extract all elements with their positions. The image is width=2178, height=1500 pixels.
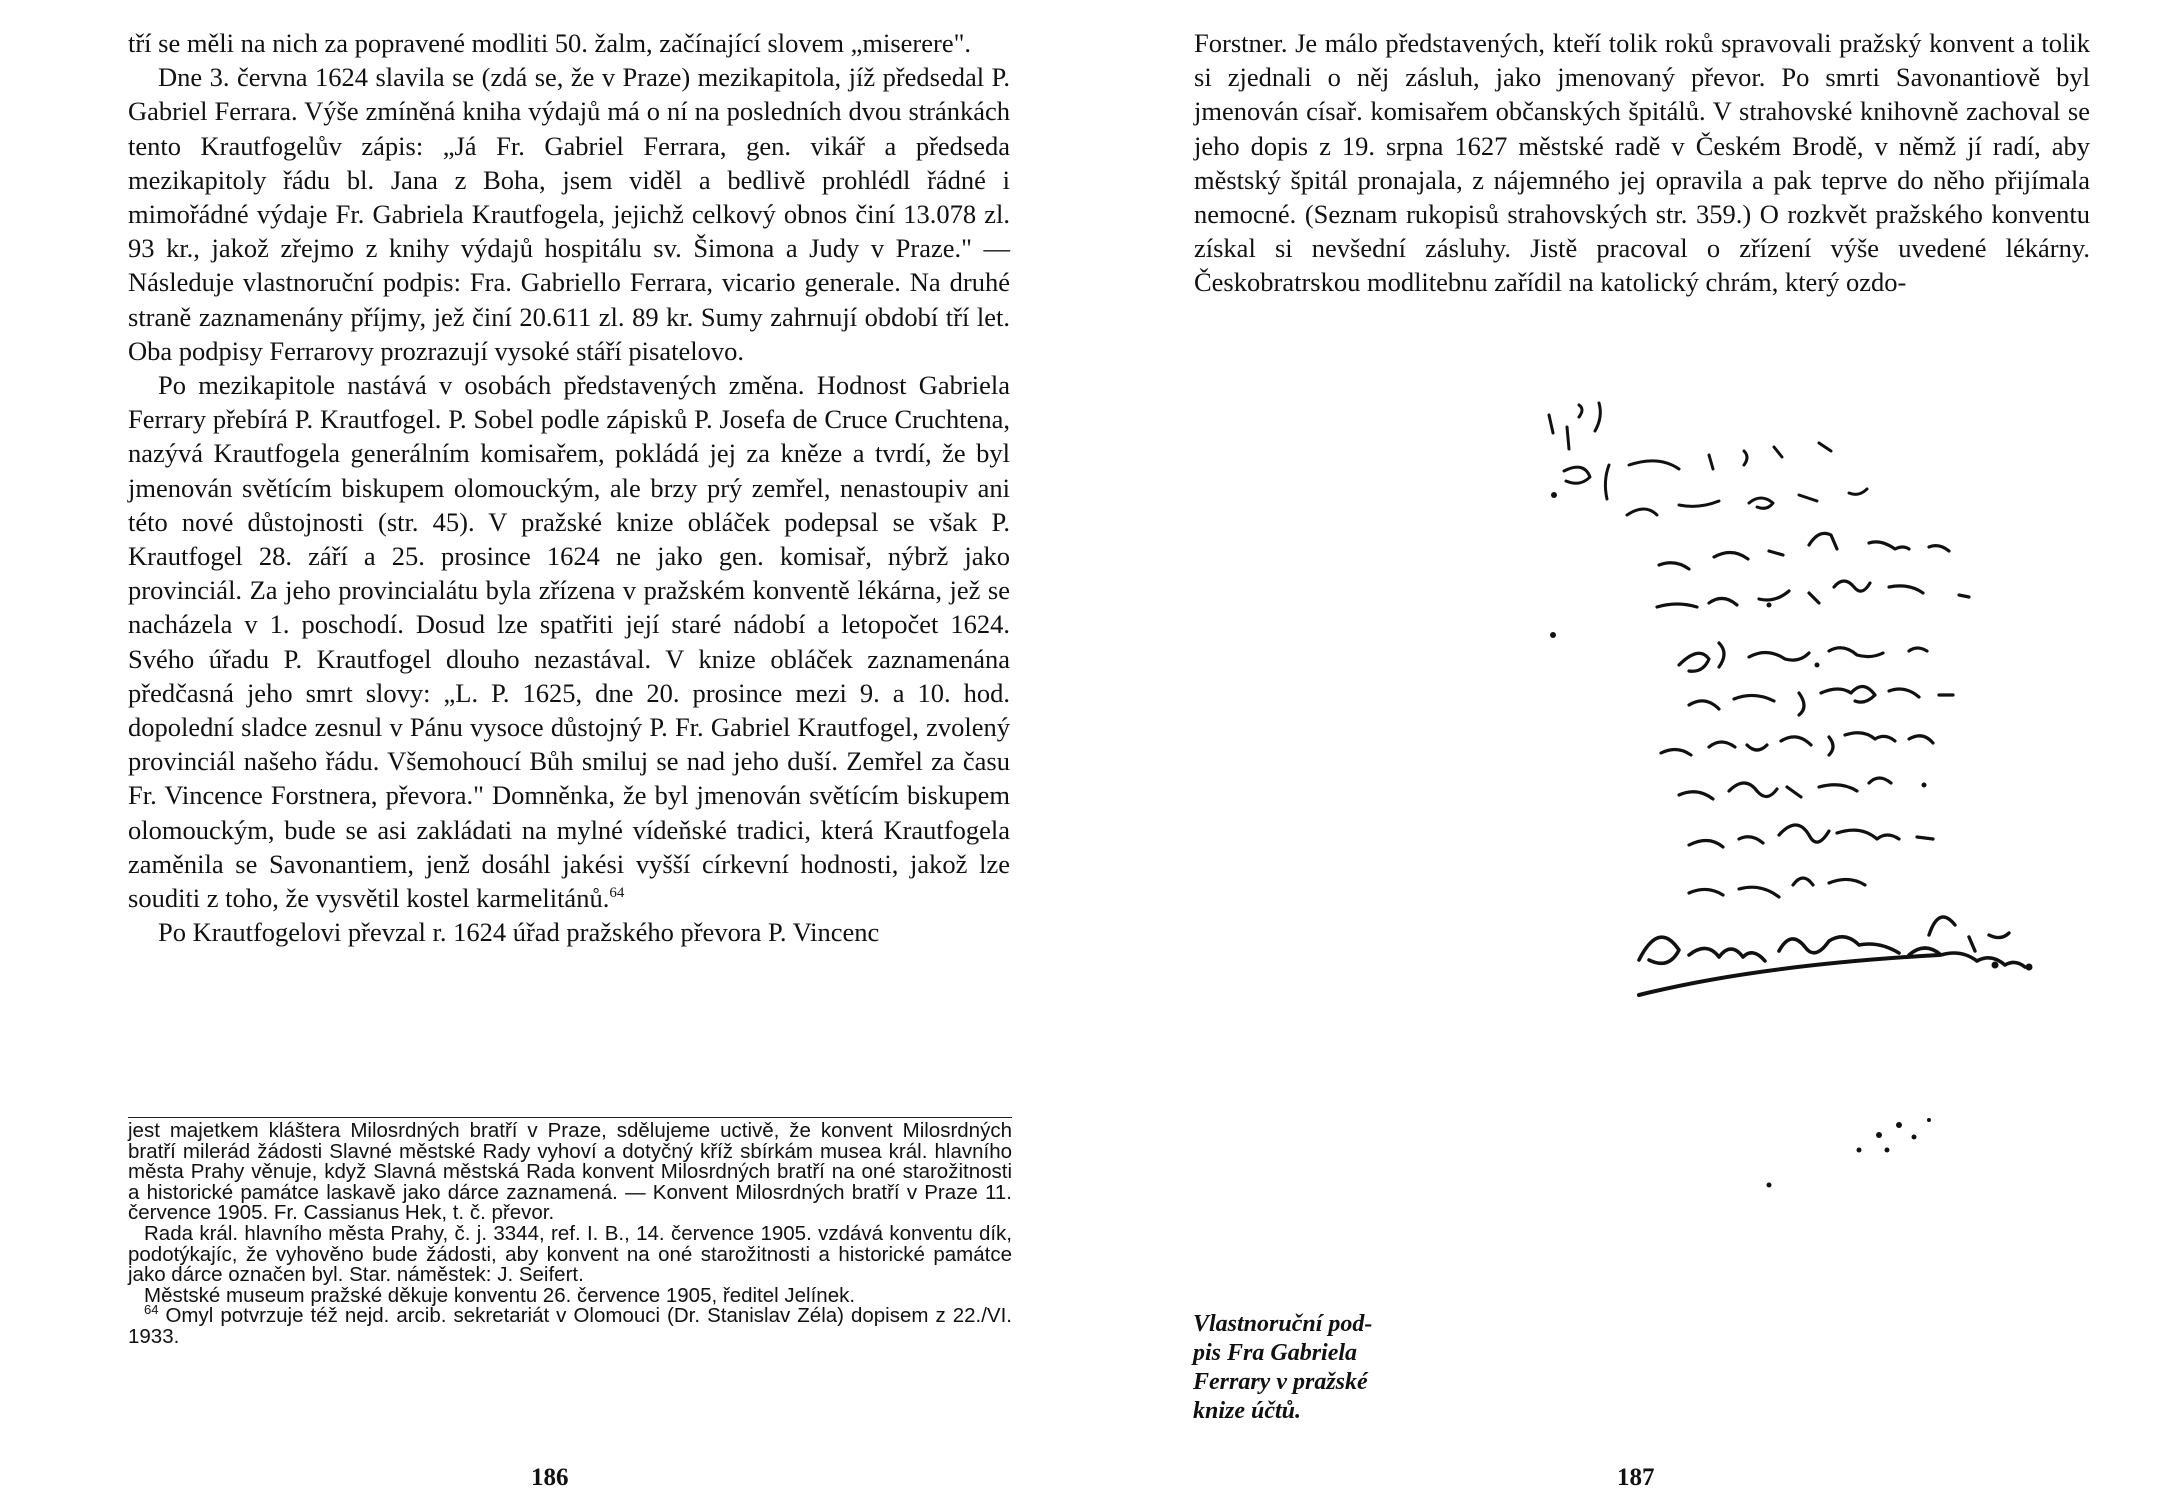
paragraph-text: Po mezikapitole nastává v osobách představených změna. Hodnost Gabriela Ferrary přebírá P. Krautfogel. P. Sobel podle zápisků P. Josefa de Cruce Cruchtena, nazývá Krautfogela generálním komisařem, pokládá jej za kněze a tvrdí, že byl jmenován světícím biskupem olomouckým, ale brzy prý zemřel, nenastoupiv ani této nové důstojnosti (str. 45). V pražské knize obláček podepsal se však P. Krautfogel 28. září a 25. prosince 1624 ne jako gen. komisař, nýbrž jako provinciál. Za jeho provincialátu byla zřízena v pražském konventě lékárna, jež se nacházela v 1. poschodí. Dosud lze spatřiti její staré nádobí a letopočet 1624. Svého úřadu P. Krautfogel dlouho nezastával. V knize obláček zaznamenána předčasná jeho smrt slovy: „L. P. 1625, dne 20. prosince mezi 9. a 10. hod. dopolední sladce zesnul v Pánu vysoce důstojný P. Fr. Gabriel Krautfogel, zvolený provinciál našeho řádu. Všemohoucí Bůh smiluj se nad jeho duší. Zemřel za času Fr. Vincence Forstnera, převora." Domněnka, že byl jmenován světícím biskupem olomouckým, bude se asi zakládati na mylné vídeňské tradici, která Krautfogela zaměnila se Savonantiem, jenž dosáhl jakési vyšší církevní hodnosti, jakož lze souditi z toho, že vysvětil kostel karmelitánů. — [128, 370, 1010, 914]
figure-caption — [1193, 1310, 1453, 1426]
footnote-reference: 64 — [609, 885, 625, 902]
paragraph: tří se měli na nich za popravené modliti 50. žalm, začínající slovem „miserere". — [128, 28, 972, 58]
caption-line: Ferrary v pražské — [1193, 1369, 1368, 1395]
footnote-64 — [128, 1302, 1012, 1348]
caption-line: knize účtů. — [1193, 1398, 1302, 1424]
paragraph — [128, 368, 1010, 915]
right-page — [1089, 0, 2178, 1500]
footnote-separator — [128, 1117, 1012, 1118]
page-number: 186 — [531, 1464, 569, 1491]
paragraph: Forstner. Je málo představených, kteří tolik roků spravovali pražský konvent a tolik si zjednali o něj zásluh, jako jmenovaný převor. Po smrti Savonantiově byl jmenován císař. komisařem občanských špitálů. V strahovské knihovně zachoval se jeho dopis z 19. srpna 1627 městské radě v Českém Brodě, v němž jí radí, aby městský špitál pronajala, z nájemného jej opravila a pak teprve do něho přijímala nemocné. (Seznam rukopisů strahovských str. 359.) O rozkvět pražského konventu získal si nevšední zásluhy. Jistě pracoval o zřízení výše uvedené lékárny. Českobratrskou modlitebnu zařídil na katolický chrám, který ozdo- — [1194, 28, 2090, 298]
paragraph: Po Krautfogelovi převzal r. 1624 úřad pražského převora P. Vincenc — [158, 917, 880, 948]
caption-line: pis Fra Gabriela — [1193, 1340, 1358, 1366]
footnote: Městské museum pražské děkuje konventu 26. července 1905, ředitel Jelínek. — [144, 1283, 856, 1307]
footnotes — [128, 1121, 1012, 1348]
footnote: Rada král. hlavního města Prahy, č. j. 3344, ref. I. B., 14. července 1905. vzdává konventu dík, podotýkajíc, že vyhověno bude žádosti, aby konvent na oné starožitnosti a historické památce jako dárce označen byl. Star. náměstek: J. Seifert. — [128, 1221, 1012, 1287]
handwritten-signature-image — [1169, 375, 2129, 1225]
right-body-text — [1194, 26, 2090, 300]
footnote-marker: 64 — [144, 1302, 159, 1318]
page-number: 187 — [1617, 1464, 1655, 1491]
caption-line: Vlastnoruční pod- — [1193, 1311, 1373, 1337]
paragraph: Dne 3. června 1624 slavila se (zdá se, že v Praze) mezikapitola, jíž předsedal P. Gabriel Ferrara. Výše zmíněná kniha výdajů má o ní na posledních dvou stránkách tento Krautfogelův zápis: „Já Fr. Gabriel Ferrara, gen. vikář a předseda mezikapitoly řádu bl. Jana z Boha, jsem viděl a bedlivě prohlédl řádné i mimořádné výdaje Fr. Gabriela Krautfogela, jejichž celkový obnos činí 13.078 zl. 93 kr., jakož zřejmo z knihy výdajů hospitálu sv. Šimona a Judy v Praze." — Následuje vlastnoruční podpis: Fra. Gabriello Ferrara, vicario generale. Na druhé straně zaznamenány příjmy, jež činí 20.611 zl. 89 kr. Sumy zahrnují období tří let. Oba podpisy Ferrarovy prozrazují vysoké stáří pisatelovo. — [128, 62, 1010, 366]
left-body-text — [128, 26, 1010, 949]
footnote: jest majetkem kláštera Milosrdných bratří v Praze, sdělujeme uctivě, že konvent Milosrdných bratří milerád žádosti Slavné městské Rady vyhoví a dotyčný kříž sbírkám musea král. hlavního města Prahy věnuje, když Slavná městská Rada konvent Milosrdných bratří na oné starožitnosti a historické památce laskavě jako dárce zaznamená. — Konvent Milosrdných bratří v Praze 11. července 1905. Fr. Cassianus Hek, t. č. převor. — [128, 1119, 1012, 1225]
footnote-text: Omyl potvrzuje též nejd. arcib. sekretariát v Olomouci (Dr. Stanislav Zéla) dopisem z 22./VI. 1933. — [128, 1304, 1012, 1348]
